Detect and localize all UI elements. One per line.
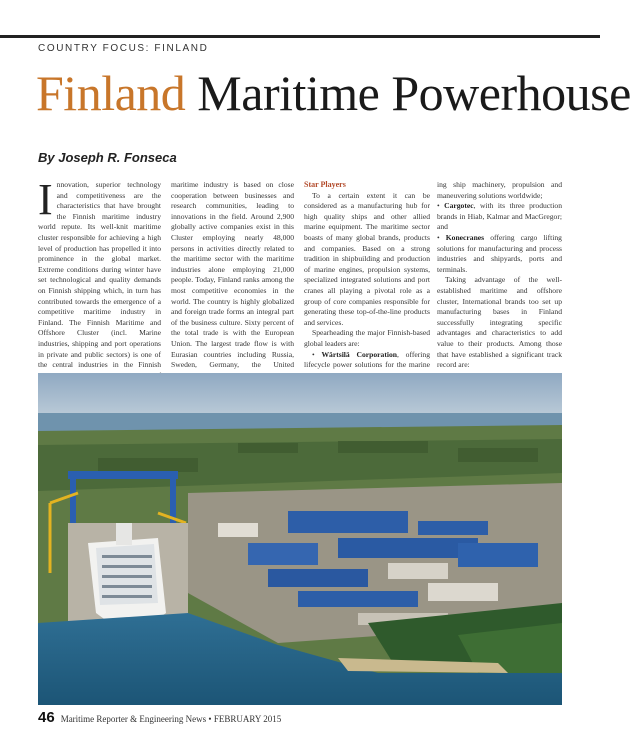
page-number: 46 xyxy=(38,709,55,726)
article-column-2 xyxy=(171,180,294,368)
column-4-paragraph-1: ing ship machinery, propulsion and maneuvering solutions worldwide; xyxy=(437,180,562,200)
bullet-icon: • xyxy=(437,201,440,211)
bullet-icon: • xyxy=(312,349,315,359)
footer-separator: • xyxy=(206,714,214,724)
bullet-cargotec xyxy=(437,201,562,233)
column-4-paragraph-2: Taking advantage of the well-established maritime and offshore cluster, International brands too set up manufacturing bases in Finland successfully integrating specific advantages and characteristics to add value to their products. Among those that have established a significant track record are: xyxy=(437,275,562,370)
article-column-1 xyxy=(38,175,161,370)
byline: By Joseph R. Fonseca xyxy=(38,150,177,165)
bullet-text: , offering lifecycle power solutions for the marine xyxy=(304,349,430,370)
company-name: Cargotec xyxy=(444,201,474,211)
column-3-paragraph-2: Spearheading the major Finnish-based global leaders are: xyxy=(304,328,430,348)
company-name: Wärtsilä Corporation xyxy=(321,349,397,359)
headline-main: Maritime Powerhouse xyxy=(197,65,631,121)
article-column-4 xyxy=(437,180,562,368)
publication-name: Maritime Reporter & Engineering News xyxy=(60,714,207,724)
page-footer xyxy=(38,709,281,726)
subhead-star-players: Star Players xyxy=(304,180,346,189)
bullet-icon: • xyxy=(437,232,440,242)
bullet-text: , with its three production brands in Hiab, Kalmar and MacGregor; and xyxy=(437,201,562,232)
company-name: Konecranes xyxy=(445,232,485,242)
column-3-paragraph-1: To a certain extent it can be considered as a manufacturing hub for high quality ships and other allied marine equipment. The maritime sector boasts of many global brands, products and companies. Based on a strong tradition in shipbuilding and production of marine engines, propulsion systems, specialized integrated solutions and port cranes all playing a pivotal role as a group of core companies responsible for generating these top-of-the-line products and services. xyxy=(304,190,430,327)
drop-cap: I xyxy=(38,175,53,224)
section-label: COUNTRY FOCUS: FINLAND xyxy=(38,43,209,54)
column-2-text: maritime industry is based on close cooperation between businesses and research communities, leading to innovations in the field. Around 2,900 globally active companies exist in this Cluster employing nearly 48,000 persons in activities directly related to the maritime sector with the maritime industries alone employing 21,000 people. Today, Finland ranks among the most competitive economies in the world. The country is highly globalized and foreign trade forms an integral part of the business culture. Sixty percent of the total trade is with the European Union. The largest trade flow is with Eurasian countries including Russia, Sweden, Germany, the United xyxy=(171,180,294,370)
shipyard-aerial-photo xyxy=(38,373,562,705)
issue-date: FEBRUARY 2015 xyxy=(213,714,282,724)
bullet-konecranes xyxy=(437,233,562,275)
top-rule xyxy=(0,35,600,38)
article-column-3 xyxy=(304,180,430,368)
column-1-text: nnovation, superior technology and competitiveness are the characteristics that have brought the Finnish maritime industry world repute. Its well-knit maritime cluster responsible for achieving a high level of production has propelled it into prominence in the global market. Extreme conditions during winter have set technological and quality demands on Finnish shipping which, in turn has contributed towards the emergence of a competitive maritime industry in Finland. The Finnish Maritime and Offshore Cluster (incl. Marine industries, shipping and port operations in private and public sectors) is one of the central industries in the Finnish xyxy=(38,180,161,370)
headline xyxy=(36,62,631,124)
bullet-text: offering cargo lifting solutions for manufacturing and process industries and shipyards, ports and terminals. xyxy=(437,232,562,274)
headline-accent: Finland xyxy=(36,65,186,121)
